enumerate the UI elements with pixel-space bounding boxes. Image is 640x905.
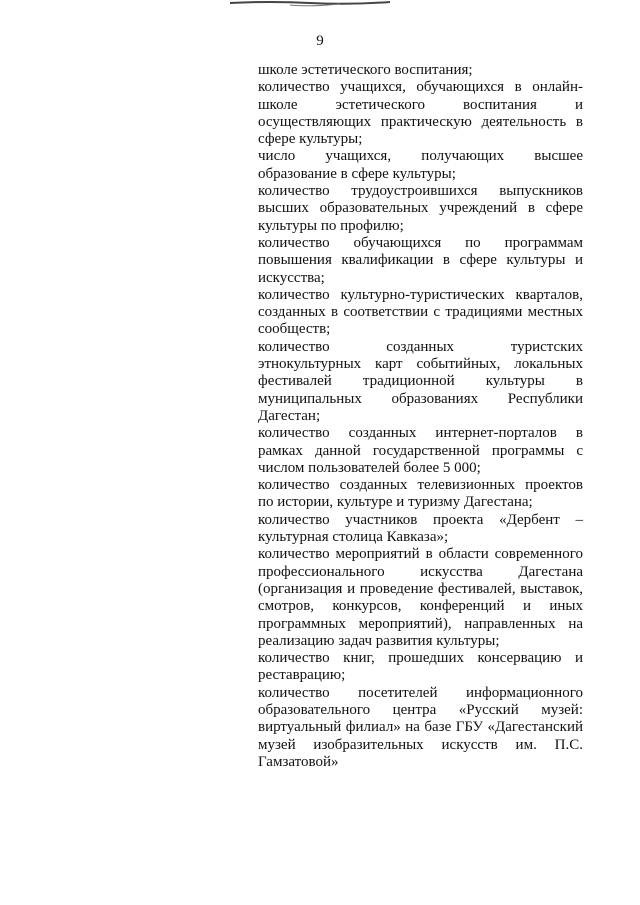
text-paragraph: количество созданных туристских этнокультурных карт событийных, локальных фестивалей традиционной культуры в муниципальных образованиях Республики Дагестан;	[258, 338, 583, 424]
text-paragraph: количество культурно-туристических кварталов, созданных в соответствии с традициями местных сообществ;	[258, 286, 583, 338]
text-paragraph: число учащихся, получающих высшее образование в сфере культуры;	[258, 148, 583, 182]
page-number: 9	[316, 33, 324, 49]
document-body	[258, 62, 583, 771]
text-paragraph: школе эстетического воспитания;	[258, 62, 473, 78]
scan-edge-mark	[230, 0, 390, 8]
text-paragraph: количество посетителей информационного образовательного центра «Русский музей: виртуальный филиал» на базе ГБУ «Дагестанский музей изобразительных искусств им. П.С. Гамзатовой»	[258, 684, 583, 770]
text-paragraph: количество мероприятий в области современного профессионального искусства Дагестана (организация и проведение фестивалей, выставок, смотров, конкурсов, конференций и иных программных мероприятий), направленных на реализацию задач развития культуры;	[258, 546, 583, 649]
text-paragraph: количество учащихся, обучающихся в онлайн-школе эстетического воспитания и осуществляющих практическую деятельность в сфере культуры;	[258, 79, 583, 148]
text-paragraph: количество книг, прошедших консервацию и реставрацию;	[258, 650, 583, 684]
text-paragraph: количество участников проекта «Дербент – культурная столица Кавказа»;	[258, 511, 583, 546]
text-paragraph: количество созданных интернет-порталов в рамках данной государственной программы с числом пользователей более 5 000;	[258, 425, 583, 476]
text-paragraph: количество обучающихся по программам повышения квалификации в сфере культуры и искусства;	[258, 234, 583, 286]
text-paragraph: количество трудоустроившихся выпускников высших образовательных учреждений в сфере культуры по профилю;	[258, 183, 583, 234]
text-paragraph: количество созданных телевизионных проектов по истории, культуре и туризму Дагестана;	[258, 477, 583, 511]
